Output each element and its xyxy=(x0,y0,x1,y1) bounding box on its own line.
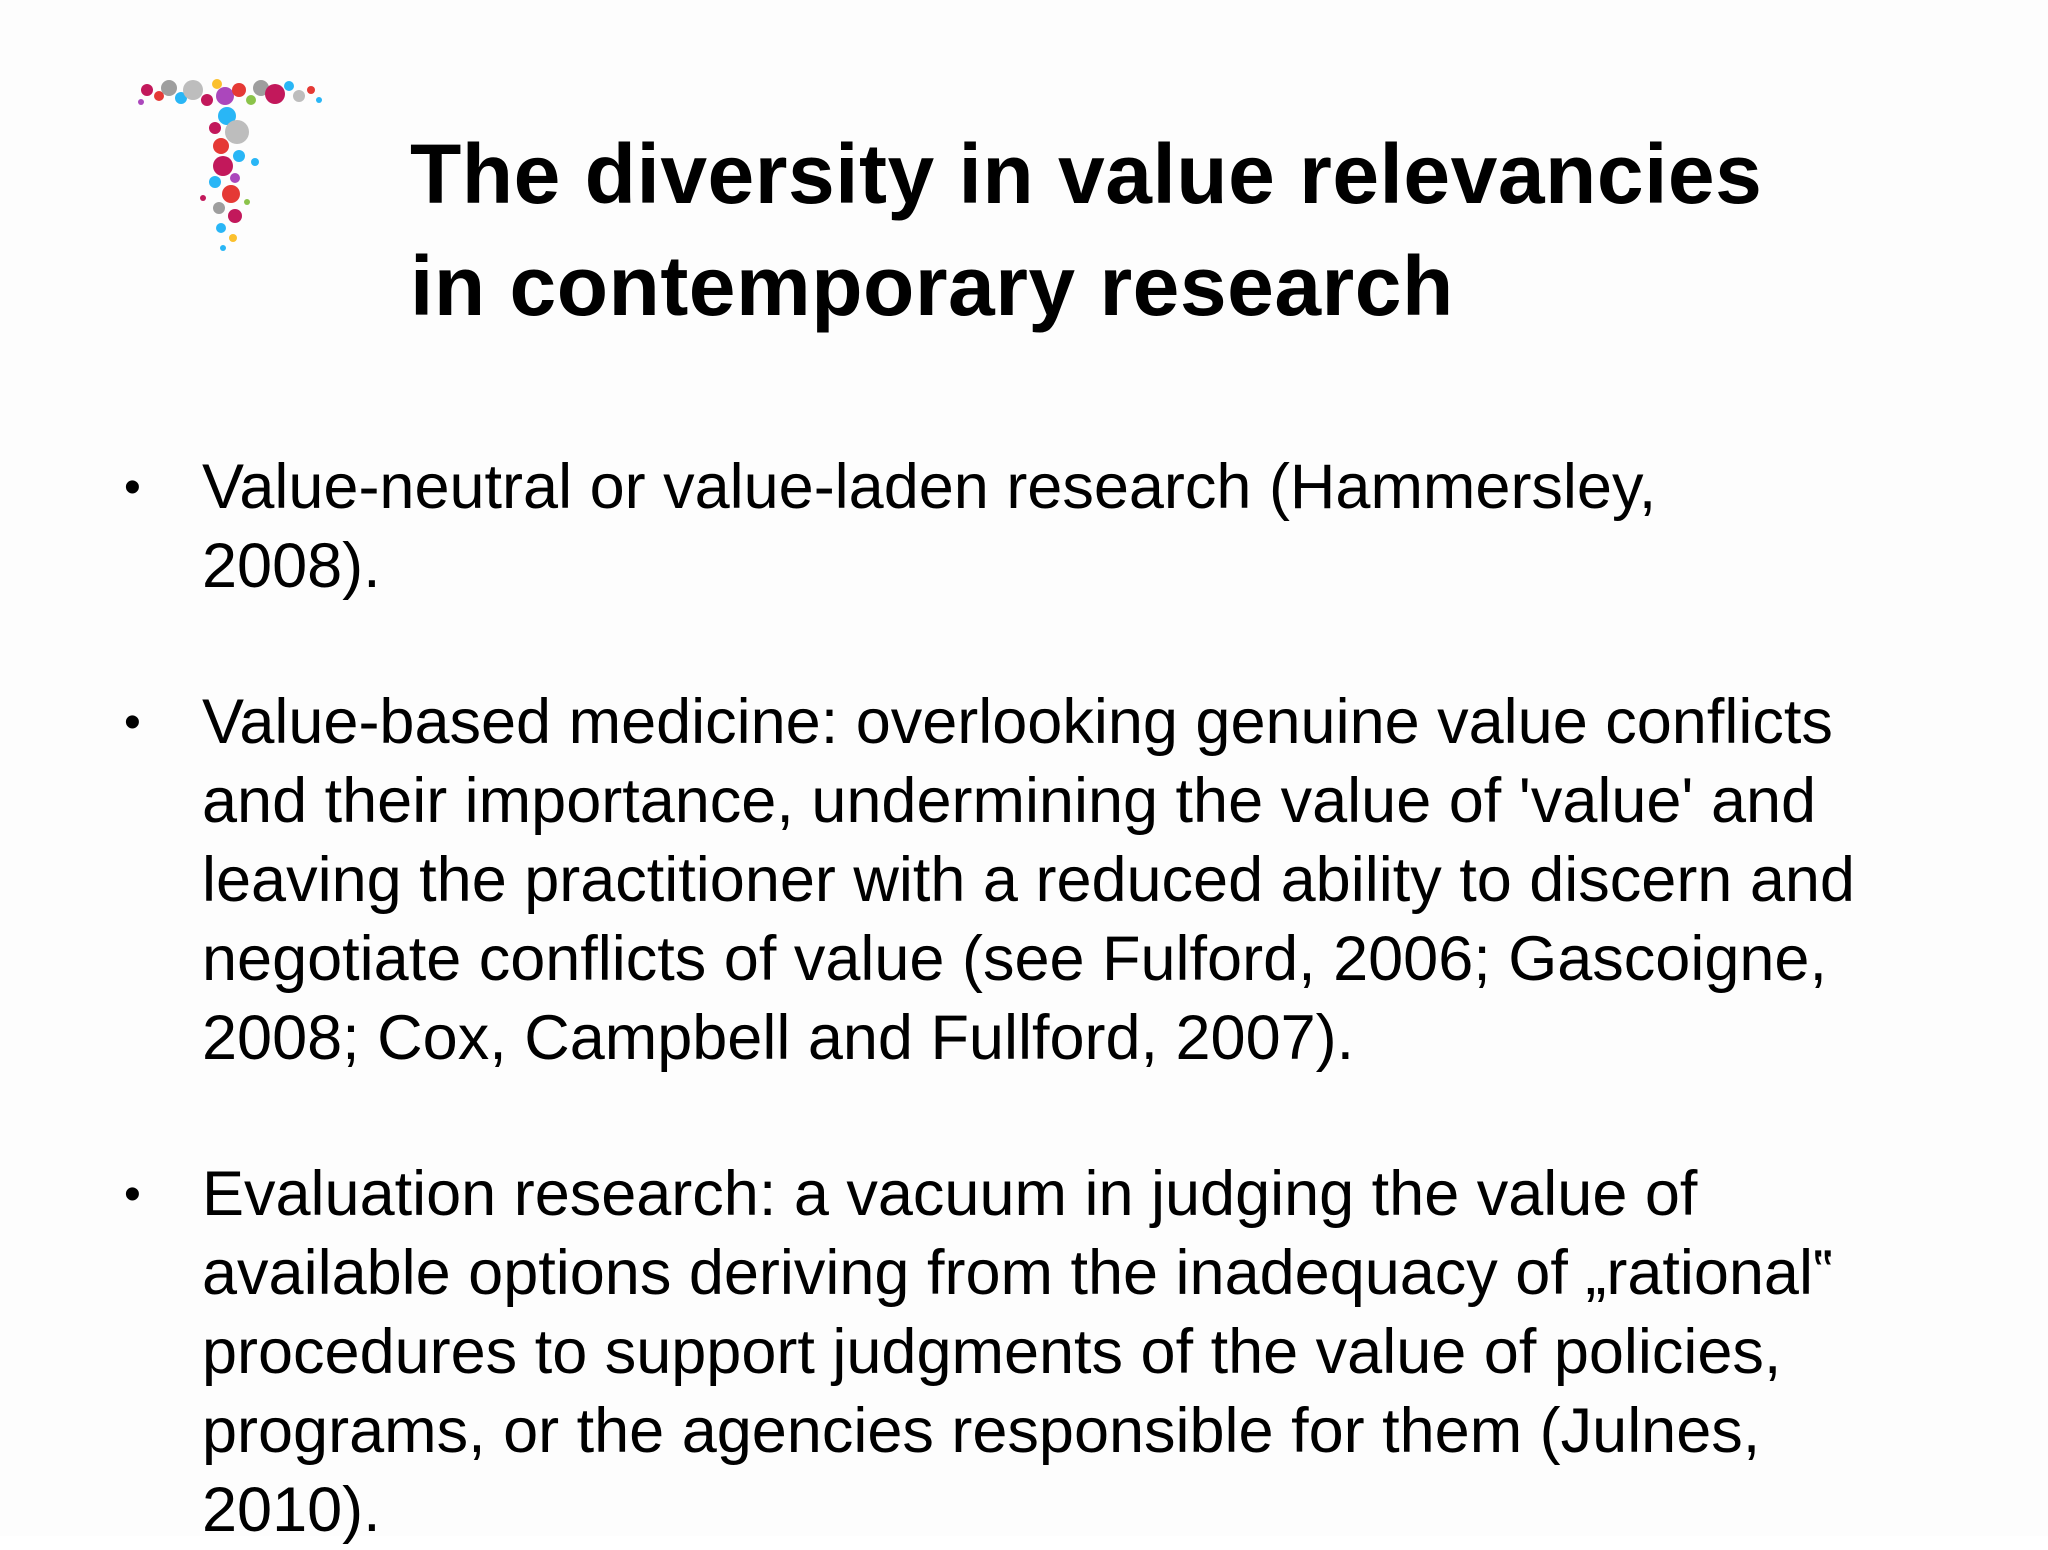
bullet-line: and their importance, undermining the value of 'value' and xyxy=(202,766,1817,836)
bullet-line: programs, or the agencies responsible for them (Julnes, xyxy=(202,1396,1761,1466)
bullet-text xyxy=(202,683,2002,1078)
bullet-line: Value-based medicine: overlooking genuine value conflicts xyxy=(202,687,1833,757)
bullet-line: leaving the practitioner with a reduced ability to discern and xyxy=(202,845,1855,915)
bullet-line: available options deriving from the inadequacy of „rational‟ xyxy=(202,1238,1834,1308)
bullet-text xyxy=(202,448,2002,606)
slide-title-line: The diversity in value relevancies xyxy=(410,127,1763,221)
bullet-icon: • xyxy=(124,461,141,514)
slide-title-line: in contemporary research xyxy=(410,239,1454,333)
bullet-icon: • xyxy=(124,696,141,749)
bullet-line: negotiate conflicts of value (see Fulford, 2006; Gascoigne, xyxy=(202,924,1827,994)
slide-title xyxy=(410,118,1970,342)
bullet-line: Value-neutral or value-laden research (Hammersley, xyxy=(202,452,1657,522)
logo-icon xyxy=(135,70,325,260)
bullet-text xyxy=(202,1155,2002,1550)
bullet-line: 2010). xyxy=(202,1475,381,1545)
bullet-icon: • xyxy=(124,1168,141,1221)
bullet-line: 2008). xyxy=(202,531,381,601)
bullet-line: 2008; Cox, Campbell and Fullford, 2007). xyxy=(202,1003,1355,1073)
bullet-line: Evaluation research: a vacuum in judging the value of xyxy=(202,1159,1698,1229)
bullet-line: procedures to support judgments of the value of policies, xyxy=(202,1317,1782,1387)
